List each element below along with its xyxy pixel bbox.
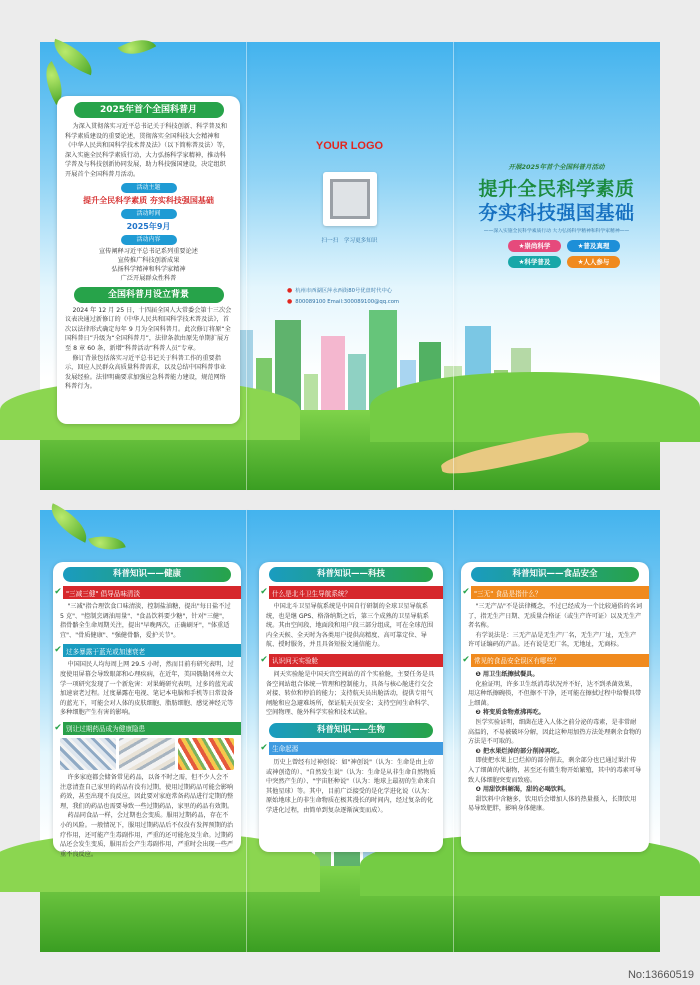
cover-title-1: 提升全民科学素质	[478, 178, 635, 200]
address-line	[287, 286, 392, 294]
check-icon: ✔	[54, 722, 62, 733]
bio-header: 科普知识——生物	[269, 723, 433, 738]
background-text: 2024 年 12 月 25 日，十四届全国人大常委会第十三次会议表决通过新修订的《中华人民共和国科学技术普及法》，首次以法律形式确定每年 9 月为全国科普月。此次修订将原“全国科普日”升级为“全国科普月”，法律条款由原先单期扩展方至 8 章 60 条，新增“科普活动”科普人员”专章。	[65, 306, 232, 352]
food-header: 科普知识——食品安全	[471, 567, 639, 582]
section-bar	[53, 722, 241, 735]
badge: ★人人参与	[567, 256, 620, 268]
address-text: 杭州市西湖区萍水西街80号优盘时代中心	[295, 288, 393, 294]
cover-series: 开展2025年首个全国科普月活动	[508, 163, 605, 171]
leaf-icon	[118, 31, 156, 64]
misconception-item: ❸ 把水果烂掉的部分削掉再吃。	[475, 747, 564, 755]
misconception-text: 化验证明，许多卫生纸消毒状况并不好，达不到杀菌效果，用这种纸擦碗筷，不但擦不干净，还可能在擦拭过程中给餐具带上细菌。	[468, 680, 642, 707]
tech-card	[259, 562, 443, 852]
misconception-text: 医学实验证明，细菌在进入人体之前分泌的毒素，是非常耐高温的，不易被破坏分解，因此这种用加热方法处理剩余食物的方法是不可取的。	[468, 718, 642, 746]
section-text: 问天实验舱是中国天宫空间站的首个实验舱，主要任务是具备空间站组合体统一管理和控制能力，具备与核心舱进行交会对接、转位和停泊的能力；支持航天员出舱活动，提供专用气闸舱和应急避难场所，保证航天员安全；支持空间生命科学、空间物理、舱外科学实验和技术试验。	[266, 670, 435, 717]
check-icon: ✔	[54, 587, 62, 597]
content-label: 活动内容	[121, 235, 177, 245]
health-header: 科普知识——健康	[63, 567, 231, 582]
section-title: 常见的食品安全误区有哪些？	[474, 657, 560, 666]
section-text: "三无产品"不是法律概念，不过已经成为一个比较通俗的名词了，指无生产日期、无质量合格证（或生产许可证）以及无生产者名称。	[468, 603, 643, 630]
section-text: "三减"指合理饮食口味清淡，控制盐油糖，提出"每日盐不过 5 克"、"控制烹调油用量"、"食品饮料要少糖"，针对"三健"，指骨骼全生命周期关注，提出"早晚两次，正确刷牙"，"体重适宜"、"骨质健康"、"强健骨骼，爱护关节"。	[60, 603, 231, 639]
check-icon: ✔	[462, 587, 470, 597]
misconception-item: ❷ 将变质食物煮沸再吃。	[475, 709, 545, 717]
section-title: "三无" 食品是指什么？	[474, 589, 542, 598]
section-text: 有学说法是：三无产品是无生产厂名，无生产厂址，无生产许可证编码的产品。还有说是无厂名，无地址，无商标。	[468, 631, 637, 649]
fold-line	[246, 510, 247, 952]
activity-info-card	[57, 96, 240, 424]
time-label: 活动时间	[121, 209, 177, 219]
brochure-inside	[40, 510, 660, 952]
qr-code	[323, 172, 377, 226]
check-icon: ✔	[260, 742, 268, 753]
pills-photo	[119, 738, 175, 770]
misconception-text: 即使把水果上已烂掉的部分削去，剩余部分也已通过果汁传入了细菌的代谢物，甚至还有微生物开始繁殖，其中的毒素可导致人体细胞突变而致癌。	[468, 757, 642, 784]
content-line: 宣传阐释习近平总书记系列重要论述	[99, 247, 198, 255]
check-icon: ✔	[54, 645, 62, 656]
section-bar	[53, 586, 241, 599]
misconception-item: ❹ 用甜饮料解渴，甜的必喝饮料。	[475, 786, 570, 794]
tech-header: 科普知识——科技	[269, 567, 433, 582]
section-text: 历史上曾经有过神创说：如"神创说"（认为：生命是由上帝或神创造的）、"自然发生说"（认为：生命是从非生命自然物质中突然产生的）、"宇宙胚种说"（认为：地球上最初的生命来自其他星球）等。其中，目前广泛接受的是化学进化说（认为：原始地球上的非生命物质在极其漫长的时间内，经过复杂的化学进化过程，由简单到复杂逐渐演变而成）。	[266, 758, 436, 814]
time-text: 2025年9月	[126, 221, 171, 231]
section-title: 生命起源	[272, 745, 299, 754]
section-title: 认识问天实验舱	[272, 657, 319, 666]
leaf-icon	[44, 503, 95, 542]
section-text: 许多家庭都会储备常见药品，以备不时之需，但不少人会不注意清查自己家里的药品有没有过期，使用过期药品可能会影响药效，甚至出现不良反应，因此要对家庭常备药品进行定期的整理，我们的药品也需要导致一些过期药品，家里的药品有效期。	[60, 773, 234, 810]
location-icon: ●	[287, 286, 293, 294]
card-title: 2025年首个全国科普月	[74, 102, 224, 118]
section-bar	[259, 586, 443, 599]
content-line: 宣传推广科技创新成果	[117, 256, 180, 264]
content-line: 广泛开展群众性科普	[120, 274, 177, 282]
leaf-icon	[88, 530, 126, 556]
section-bar	[461, 586, 649, 599]
qr-caption: 扫一扫 学习更多知识	[321, 238, 378, 244]
section-title: "三减三健" 倡导品味清淡	[66, 589, 141, 598]
section-text: 药品同食品一样，会过期也会变质。服用过期药品，存在不小的风险。一般情况下，服用过期药品后不仅没有发挥预期的治疗作用，还可能产生毒副作用，严重的还可能危及生命。过期药品还会发生变质，服用后会产生毒副作用，严重时会出现一些严重不良反应。	[60, 812, 234, 858]
misconception-text: 甜饮料中含糖多，饮用后会增加人体的热量摄入，长期饮用易导致肥胖，影响身体健康。	[468, 795, 637, 813]
section-bar	[461, 654, 649, 667]
section-title: 别让过期药品成为健康隐患	[66, 725, 146, 734]
section-title: 什么是北斗卫生导航系统？	[272, 589, 352, 598]
background-text: 修订背景包括落实习近平总书记关于科普工作的重要指示，回应人民群众高质量科普需求，以及总结中国科普事业发展经验。法律明确要求加强应急科普能力建设，规范网络科普行为。	[65, 354, 226, 391]
check-icon: ✔	[260, 587, 268, 597]
badge: ★科学普及	[508, 256, 561, 268]
watermark-id: No:13660519	[627, 969, 694, 981]
phone-icon: ●	[287, 298, 293, 305]
fold-line	[246, 42, 247, 490]
medicine-photos	[53, 738, 241, 770]
fold-line	[453, 42, 454, 490]
intro-text: 为深入贯彻落实习近平总书记关于科技创新、科学普及和科学素质建设的重要论述，贯彻落实全国科技大会精神和《中华人民共和国科学技术普及法》（以下简称普及法）等，深入实施全民科学素质行动，大力弘扬科学家精神，推动科学普及与科技创新协同发展，助力科技强国建设，决定组织开展首个全国科普月活动。	[65, 123, 229, 178]
pills-photo	[60, 738, 116, 770]
background-title: 全国科普月设立背景	[74, 287, 224, 303]
hill	[370, 372, 700, 442]
health-card	[53, 562, 241, 858]
phone-text: 800089100 Email:300089100@qq.com	[295, 298, 400, 305]
theme-label: 活动主题	[121, 183, 177, 193]
logo-text: YOUR LOGO	[315, 140, 384, 152]
section-bar	[259, 742, 443, 755]
check-icon: ✔	[462, 654, 470, 665]
phone-line	[287, 298, 399, 305]
section-bar	[53, 644, 241, 657]
content-line: 弘扬科学精神和科学家精神	[111, 265, 186, 273]
section-title: 过多暴露于蓝光或加速衰老	[66, 647, 146, 656]
cover-title-2: 夯实科技强国基础	[478, 202, 635, 224]
misconception-item: ❶ 用卫生纸擦拭餐具。	[475, 670, 539, 678]
cover-badges	[508, 240, 620, 268]
fold-line	[453, 510, 454, 952]
section-text: 中国北斗卫星导航系统是中国自行研制的全球卫星导航系统，也是继 GPS、格洛纳斯之后，第三个成熟的卫星导航系统。其由空间段、地面段和用户段三部分组成，可在全球范围内全天候、全天时为各类用户提供高精度、高可靠定位、导航、授时服务，并且具备短报文通信能力。	[266, 603, 434, 649]
section-text: 中国国民人均每周上网 29.5 小时，然而目前有研究表明，过度使用屏幕会导致眼部和心理疾病，在近年，美国俄勒冈州立大学一项研究发现了一个新危害：对果蝇研究表明，过多的蓝光或加速衰老过程。过度暴露在电视、笔记本电脑和手机等日常设备的蓝光下，可能会对人体的皮肤细胞、脂肪细胞、感觉神经元等多种细胞产生有害的影响。	[60, 661, 234, 717]
theme-text: 提升全民科学素质 夯实科技强国基础	[83, 195, 214, 205]
pills-photo	[178, 738, 234, 770]
cover-subtitle: ——深入实施全民科学素质行动 大力弘扬科学精神和科学家精神——	[483, 229, 630, 234]
food-safety-card	[461, 562, 649, 852]
badge: ★崇尚科学	[508, 240, 561, 252]
brochure-outside	[40, 42, 660, 490]
section-bar	[259, 654, 443, 667]
check-icon: ✔	[260, 654, 268, 665]
badge: ★普及真理	[567, 240, 620, 252]
